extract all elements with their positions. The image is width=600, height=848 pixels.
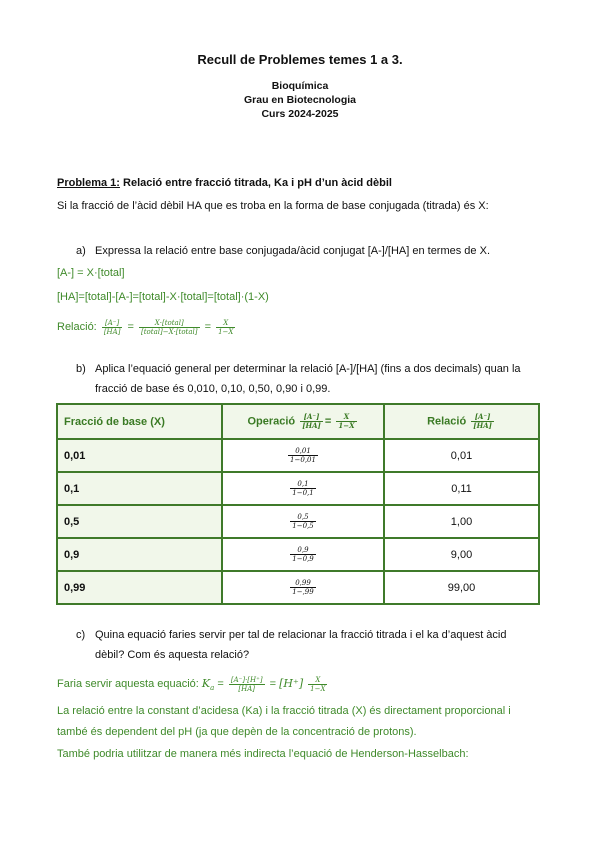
part-c-equation: Faria servir aquesta equació: $K_a$ = $\frac{[A^-]\cdot[H^+]}{[HA]}$ = [H⁺] $\frac{X}{1-X}$ [57,675,326,693]
relation-label: Relació: [57,321,97,333]
part-b-question-l2: fracció de base és 0,010, 0,10, 0,50, 0,90 i 0,99. [95,383,331,395]
relation-frac-1: $\frac{[A^-]}{[HA]}$ [103,318,121,336]
part-a-letter: a) [76,245,86,257]
relation-frac-2: $\frac{\text{X·[total]}}{\text{[total]−X·[total]}}$ [141,318,198,336]
subject-line: Bioquímica [271,80,329,92]
part-c-para1-l1: La relació entre la constant d’acidesa (Ka) i la fracció titrada (X) és directament proporcional i [57,705,511,717]
problem-heading [57,176,392,190]
ka-frac: $\frac{[A^-]\cdot[H^+]}{[HA]}$ [230,675,263,693]
relation-frac-3: $\frac{X}{1-X}$ [218,318,234,336]
table-header-row [57,404,539,439]
header-operation: Operació $\frac{[A^-]}{[HA]}$ = $\frac{X}{1-X}$ [222,404,384,439]
problem-label: Problema 1: [57,177,120,189]
table-row: 0,99 $\frac{0,99}{1-,99}$ 99,00 [57,571,539,604]
table-row: 0,01 $\frac{0,01}{1-0,01}$ 0,01 [57,439,539,472]
x-frac: $\frac{X}{1-X}$ [310,675,326,693]
table-row: 0,1 $\frac{0,1}{1-0,1}$ 0,11 [57,472,539,505]
course-line: Curs 2024-2025 [261,108,339,120]
table-row: 0,9 $\frac{0,9}{1-0,9}$ 9,00 [57,538,539,571]
header-fraction: Fracció de base (X) [57,404,222,439]
degree-line: Grau en Biotecnologia [243,94,356,106]
table-row: 0,5 $\frac{0,5}{1-0,5}$ 1,00 [57,505,539,538]
document-title: Recull de Problemes temes 1 a 3. [197,52,403,67]
part-c-para2: També podria utilitzar de manera més indirecta l’equació de Henderson-Hasselbach: [57,748,469,760]
part-c-question-l1: Quina equació faries servir per tal de relacionar la fracció titrada i el ka d’aquest àcid [95,629,507,641]
h-term: [H⁺] [279,677,304,690]
part-c-question-l2: dèbil? Com és aquesta relació? [95,649,250,661]
part-b-question-l1: Aplica l’equació general per determinar la relació [A-]/[HA] (fins a dos decimals) quan la [95,363,521,375]
header-relation: Relació $\frac{[A^-]}{[HA]}$ [384,404,539,439]
problem-statement: Si la fracció de l’àcid dèbil HA que es troba en la forma de base conjugada (titrada) és X: [57,200,489,212]
problem-title: Relació entre fracció titrada, Ka i pH d’un àcid dèbil [119,177,392,189]
part-b-letter: b) [76,363,86,375]
results-table [56,403,540,605]
part-a-question: Expressa la relació entre base conjugada/àcid conjugat [A-]/[HA] en termes de X. [95,245,490,257]
ka-symbol: K [201,677,211,690]
part-a-line2: [HA]=[total]-[A-]=[total]-X·[total]=[total]·(1-X) [57,291,269,303]
part-a-line1: [A-] = X·[total] [57,267,125,279]
equals-sign: = [204,321,212,333]
part-c-para1-l2: també és dependent del pH (ja que depèn de la concentració de protons). [57,726,417,738]
part-a-relation [57,313,237,341]
part-c-letter: c) [76,629,86,641]
answer-label: Faria servir aquesta equació: [57,678,199,690]
equals-sign: = [127,321,134,333]
